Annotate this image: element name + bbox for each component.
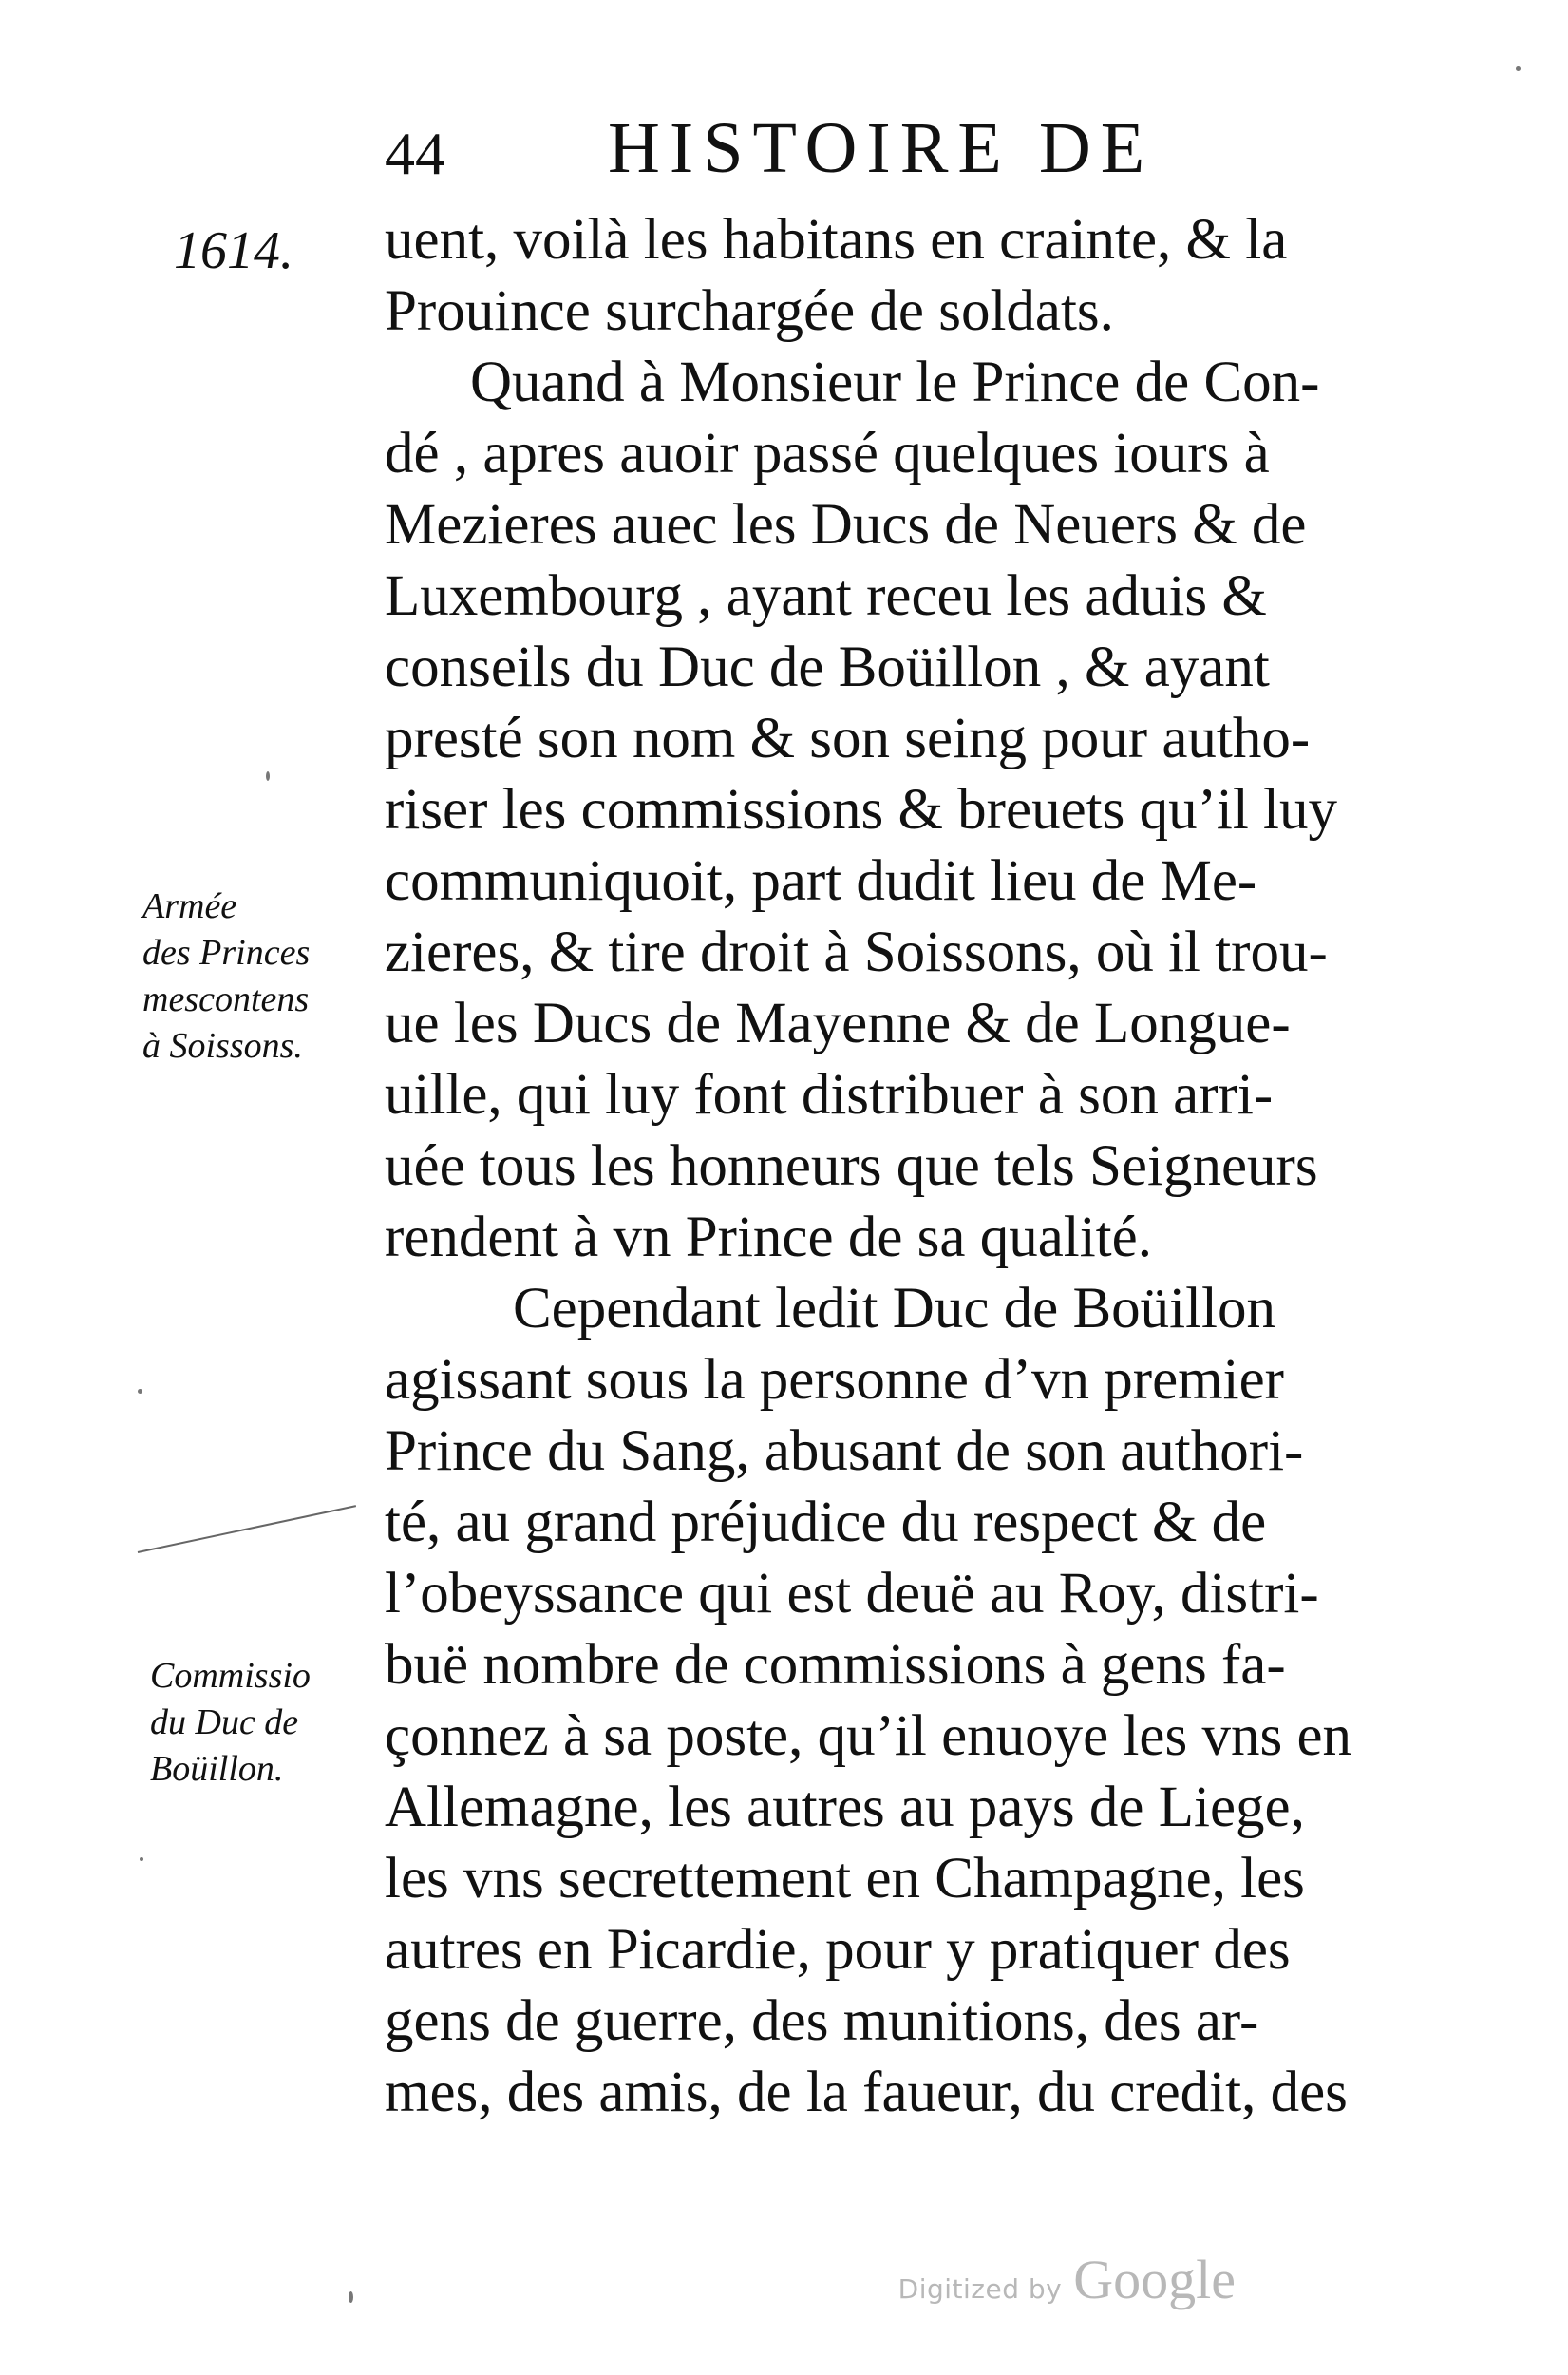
- margin-note-line: Commissio: [150, 1656, 311, 1696]
- text-line: autres en Picardie, pour y pratiquer des: [385, 1918, 1291, 1982]
- scan-stroke: [138, 1505, 356, 1553]
- scan-speck: [349, 2291, 353, 2303]
- text-line: Luxembourg , ayant receu les aduis &: [385, 564, 1267, 628]
- margin-note-line: Armée: [142, 886, 237, 926]
- text-line: Allemagne, les autres au pays de Liege,: [385, 1776, 1305, 1839]
- text-line: dé , apres auoir passé quelques iours à: [385, 422, 1270, 485]
- text-line: uent, voilà les habitans en crainte, & la: [385, 208, 1288, 272]
- margin-note-line: à Soissons.: [142, 1026, 303, 1066]
- text-line: uille, qui luy font distribuer à son arri-: [385, 1063, 1274, 1127]
- text-line: uée tous les honneurs que tels Seigneurs: [385, 1134, 1318, 1198]
- scan-speck: [140, 1857, 143, 1861]
- text-line: zieres, & tire droit à Soissons, où il trou-: [385, 921, 1328, 984]
- text-line: mes, des amis, de la faueur, du credit, des: [385, 2061, 1348, 2124]
- text-line: riser les commissions & breuets qu’il luy: [385, 778, 1337, 842]
- margin-note-commission: [150, 1653, 383, 1793]
- page-number: 44: [385, 120, 445, 187]
- text-line: gens de guerre, des munitions, des ar-: [385, 1989, 1259, 2053]
- text-line: agissant sous la personne d’vn premier: [385, 1348, 1284, 1412]
- text-line: rendent à vn Prince de sa qualité.: [385, 1206, 1152, 1269]
- margin-year: 1614.: [174, 221, 293, 280]
- text-line: Prince du Sang, abusant de son authori-: [385, 1419, 1304, 1483]
- text-line: té, au grand préjudice du respect & de: [385, 1491, 1267, 1554]
- scan-speck: [138, 1389, 142, 1394]
- google-logo-text: Google: [1073, 2249, 1236, 2310]
- digitized-by-label: Digitized by: [897, 2273, 1063, 2305]
- text-line: presté son nom & son seing pour autho-: [385, 707, 1311, 770]
- main-text-column: [385, 204, 1463, 2124]
- digitized-watermark: [898, 2248, 1236, 2311]
- text-line: conseils du Duc de Boüillon , & ayant: [385, 636, 1270, 699]
- running-title: HISTOIRE DE: [608, 108, 1155, 188]
- text-line: buë nombre de commissions à gens fa-: [385, 1633, 1286, 1697]
- paragraph-start-line: Quand à Monsieur le Prince de Con-: [470, 351, 1320, 414]
- margin-note-line: mescontens: [142, 979, 310, 1019]
- text-line: çonnez à sa poste, qu’il enuoye les vns en: [385, 1704, 1352, 1768]
- margin-note-line: Boüillon.: [150, 1749, 284, 1789]
- text-line: Mezieres auec les Ducs de Neuers & de: [385, 493, 1307, 557]
- text-line: ue les Ducs de Mayenne & de Longue-: [385, 992, 1291, 1055]
- margin-note-line: des Princes: [142, 933, 311, 973]
- text-line: les vns secrettement en Champagne, les: [385, 1847, 1305, 1910]
- paragraph-start-line: Cependant ledit Duc de Boüillon: [513, 1277, 1276, 1340]
- page-header: [385, 108, 1315, 217]
- text-line: Prouince surchargée de soldats.: [385, 279, 1114, 343]
- scan-speck: [1516, 66, 1521, 71]
- scan-speck: [266, 771, 270, 781]
- text-line: communiquoit, part dudit lieu de Me-: [385, 849, 1257, 913]
- margin-note-armee: [142, 884, 375, 1070]
- margin-note-line: du Duc de: [150, 1702, 299, 1742]
- text-line: l’obeyssance qui est deuë au Roy, distri-: [385, 1562, 1319, 1625]
